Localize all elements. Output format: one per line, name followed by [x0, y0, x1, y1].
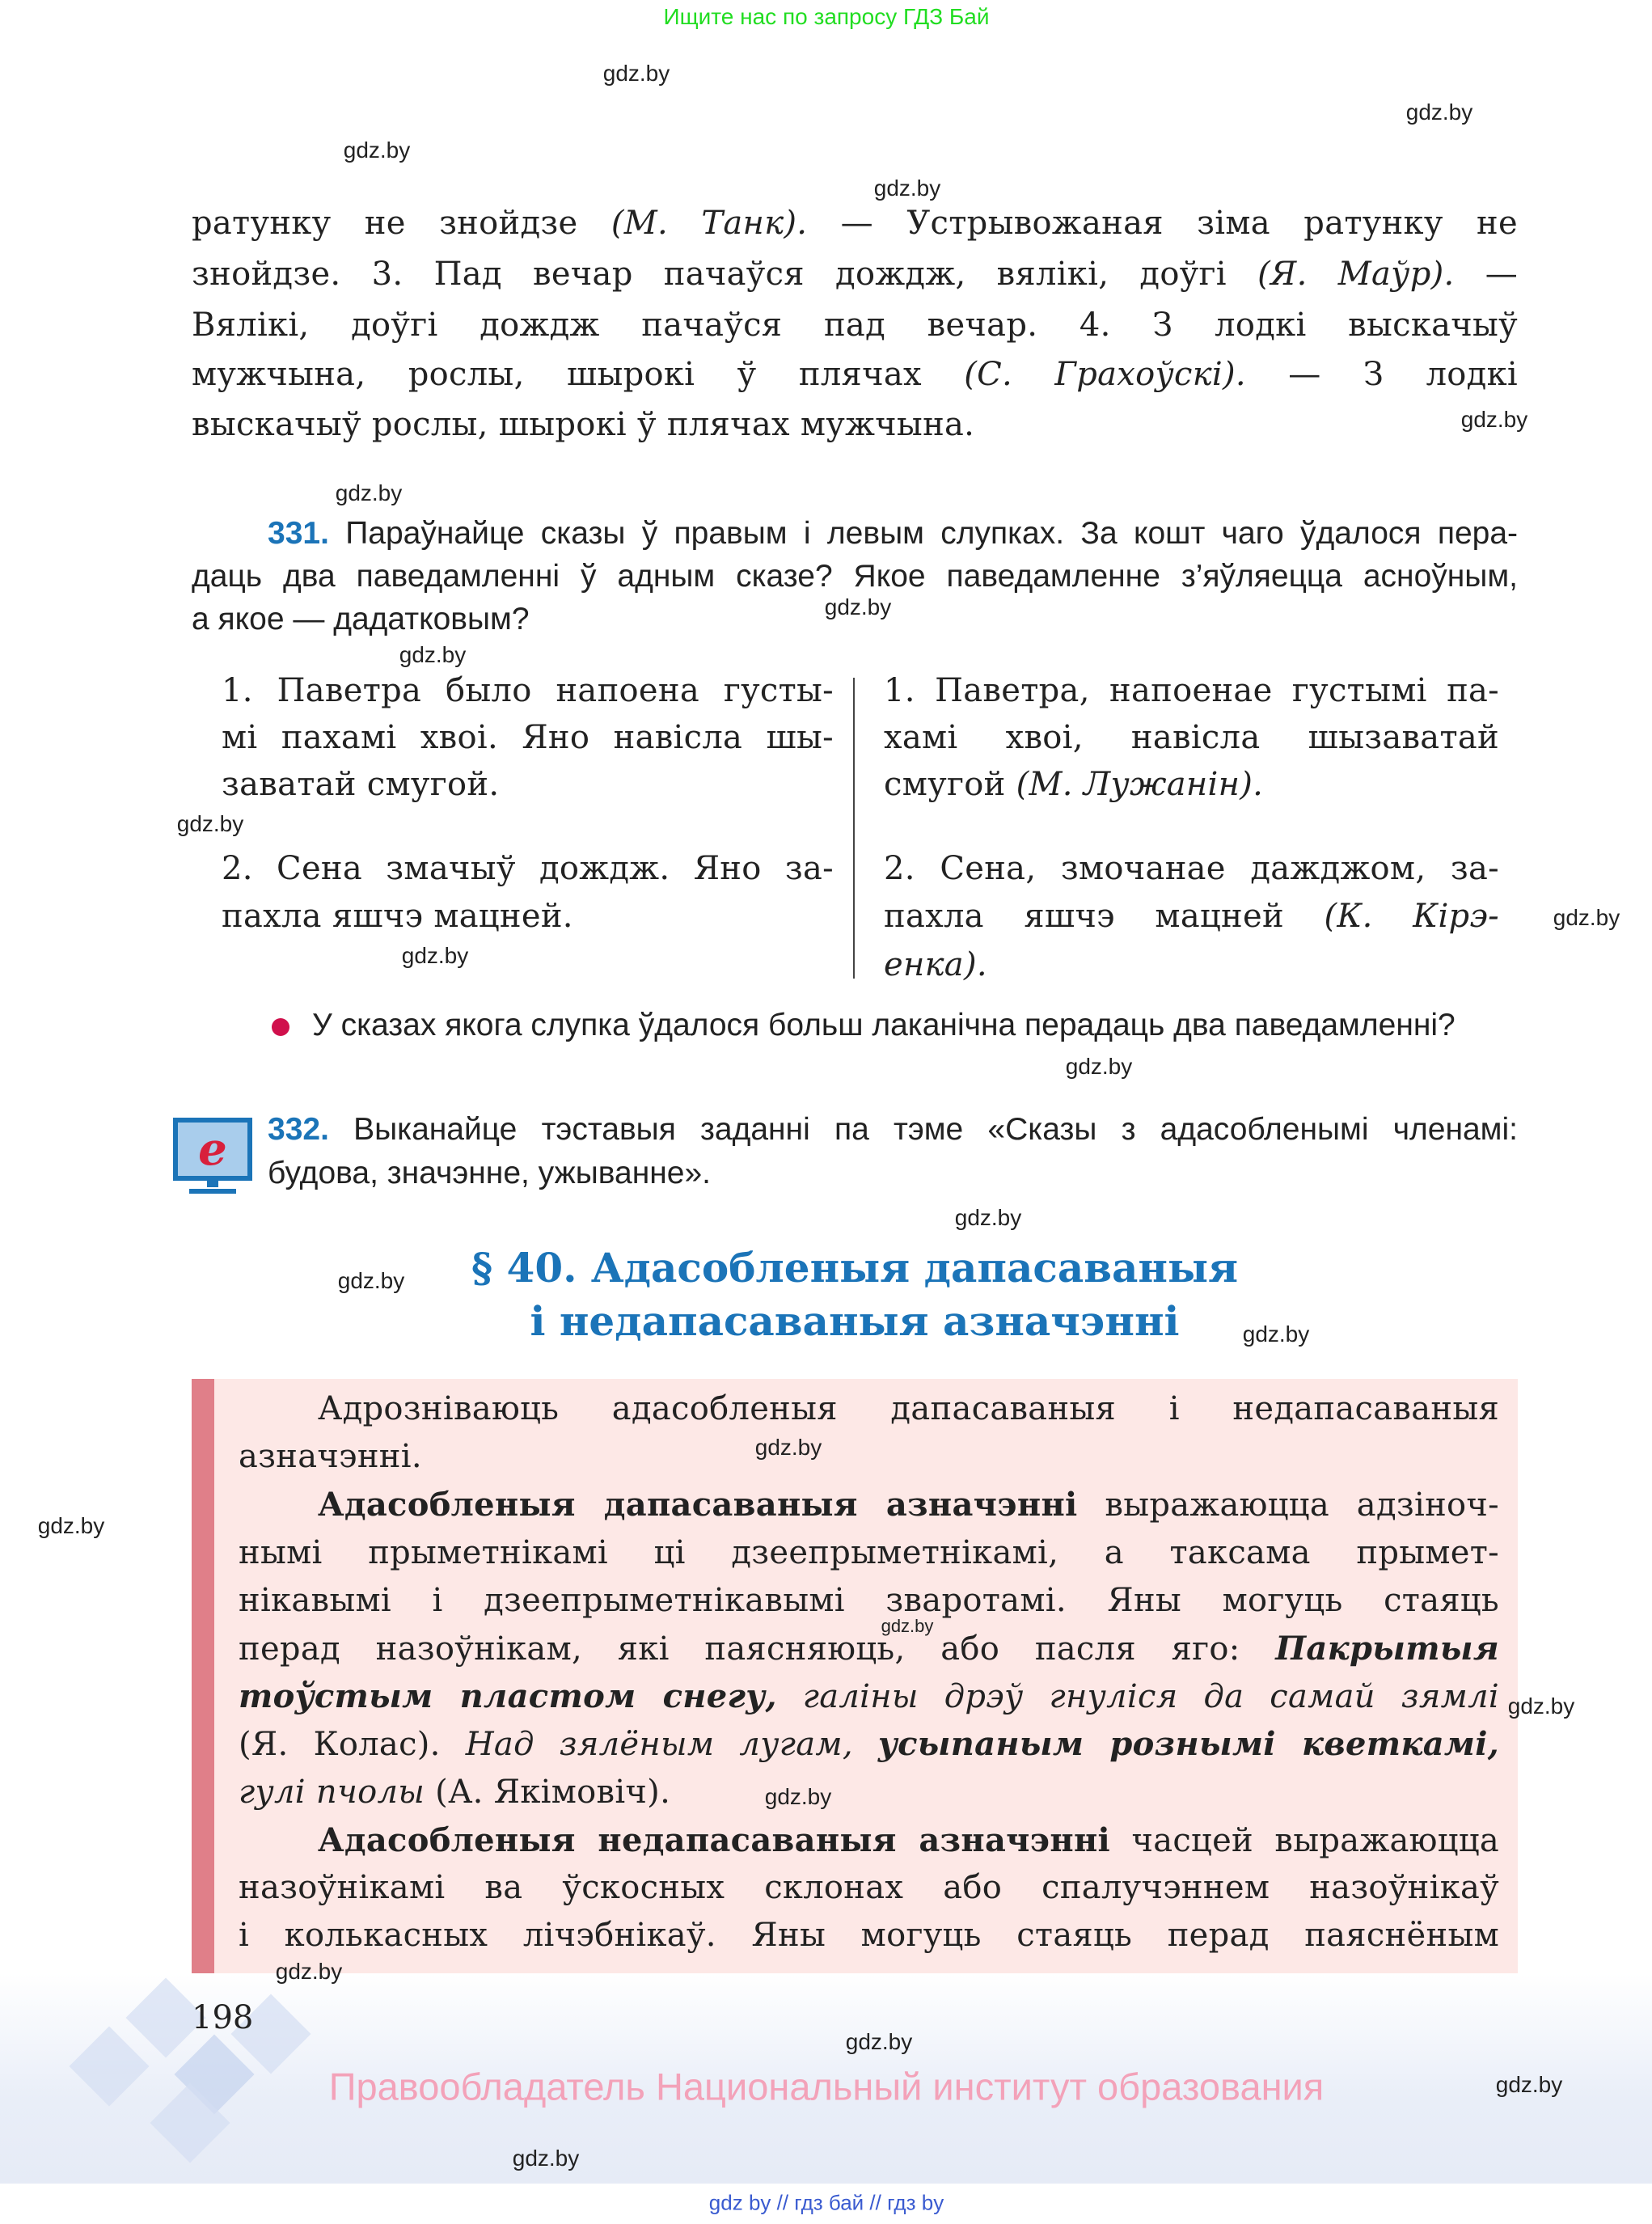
right-column-line: [884, 898, 1499, 935]
text-segment: Адрозніваюць адасобленыя дапасаваныя і недапасаваныя: [318, 1390, 1499, 1427]
watermark: gdz.by: [176, 811, 244, 836]
watermark: gdz.by: [881, 1616, 934, 1636]
text-segment: пахла яшчэ мацней: [884, 898, 1325, 935]
ex332-line: [268, 1112, 1518, 1148]
ex331-line: [268, 516, 1518, 552]
bullet-icon: [272, 1018, 289, 1036]
text-segment: азначэнні.: [239, 1438, 422, 1476]
e-learning-monitor-icon[interactable]: [173, 1118, 252, 1195]
right-column-line: [884, 719, 1499, 756]
watermark: gdz.by: [512, 2146, 580, 2171]
watermark: gdz.by: [1242, 1321, 1310, 1347]
text-segment: заватай смугой.: [222, 766, 500, 803]
copyright-notice: Правообладатель Национальный институт образования: [328, 2065, 1325, 2108]
text-segment: (А. Якімовіч).: [425, 1773, 671, 1811]
text-segment: Вялікі, доўгі дождж пачаўся пад вечар. 4. З лодкі выскачыў: [192, 307, 1518, 344]
text-segment: нікавымі і дзеепрыметнікавымі зваротамі. Яны могуць стаяць: [239, 1581, 1499, 1619]
watermark: gdz.by: [824, 594, 892, 619]
rule-line: [239, 1869, 1499, 1906]
diamond-decoration: [70, 2027, 150, 2107]
ex331-line: даць два паведамленні ў адным сказе? Якое паведамленне з’яўляецца асноўным,: [192, 559, 1518, 594]
watermark: gdz.by: [845, 2029, 913, 2054]
intro-line: [192, 356, 1518, 393]
section-title-line2: і недапасаваныя азначэнні: [530, 1297, 1180, 1345]
right-column-line: [884, 850, 1499, 887]
left-column-line: [222, 898, 834, 935]
text-segment: выражаюцца адзіноч-: [1077, 1486, 1499, 1524]
watermark: gdz.by: [1495, 2072, 1563, 2097]
text-segment: Над зялёным лугам,: [465, 1726, 878, 1764]
text-segment: Адасобленыя недапасаваныя азначэнні: [318, 1820, 1111, 1859]
text-segment: —: [1454, 256, 1518, 293]
section-title-line1: § 40. Адасобленыя дапасаваныя: [471, 1244, 1239, 1292]
left-column-line: [222, 850, 834, 887]
text-segment: Пакрытыя: [1275, 1630, 1499, 1668]
text-segment: (Я. Маўр).: [1257, 256, 1455, 293]
intro-line: [192, 406, 1518, 443]
column-divider: [853, 678, 855, 979]
text-segment: (С. Грахоўскі).: [964, 356, 1246, 393]
text-segment: (М. Лужанін).: [1016, 766, 1264, 803]
text-segment: ратунку не знойдзе: [192, 205, 611, 242]
rule-line: [239, 1725, 1499, 1763]
right-column-line: [884, 766, 1499, 803]
text-segment: (М. Танк).: [611, 205, 808, 242]
watermark: gdz.by: [335, 480, 403, 505]
watermark: gdz.by: [764, 1784, 832, 1809]
rule-line: [239, 1917, 1499, 1954]
site-links[interactable]: gdz by // гдз бай // гдз by: [708, 2190, 944, 2215]
watermark: gdz.by: [37, 1513, 105, 1538]
rule-line: [318, 1390, 1499, 1427]
ex332-number: 332.: [268, 1112, 329, 1147]
text-segment: назоўнікамі ва ўскосных склонах або спалучэннем назоўнікаў: [239, 1869, 1499, 1906]
text-segment: Адасобленыя дапасаваныя азначэнні: [318, 1486, 1078, 1524]
text-segment: нымі прыметнікамі ці дзеепрыметнікамі, а таксама прымет-: [239, 1533, 1499, 1571]
search-hint: Ищите нас по запросу ГДЗ Бай: [663, 4, 990, 29]
left-column-line: [222, 672, 834, 709]
left-column-line: [222, 766, 834, 803]
watermark: gdz.by: [399, 642, 467, 667]
watermark: gdz.by: [401, 943, 469, 968]
text-segment: мужчына, рослы, шырокі ў плячах: [192, 356, 965, 393]
text-segment: 1. Паветра было напоена густы-: [222, 672, 834, 709]
text-segment: мі пахамі хвоі. Яно навісла шы-: [222, 719, 834, 756]
ex332-text: Выканайце тэставыя заданні па тэме «Сказы з адасобленымі членамі:: [353, 1112, 1518, 1147]
text-segment: і колькасных лічэбнікаў. Яны могуць стаяць перад паяснёным: [239, 1917, 1499, 1955]
text-segment: пахла яшчэ мацней.: [222, 898, 573, 935]
watermark: gdz.by: [275, 1959, 343, 1984]
text-segment: галіны дрэў гнуліся да самай зямлі: [776, 1678, 1499, 1716]
text-segment: (К. Кірэ-: [1324, 898, 1499, 935]
watermark: gdz.by: [954, 1205, 1022, 1230]
watermark: gdz.by: [1460, 407, 1528, 432]
text-segment: гулі пчолы: [239, 1773, 425, 1811]
text-segment: перад назоўнікам, які паясняюць, або пасля яго:: [239, 1630, 1276, 1668]
left-column-line: [222, 719, 834, 756]
svg-text:e: e: [198, 1123, 227, 1176]
ex331-text: Параўнайце сказы ў правым і левым слупках. За кошт чаго ўдалося пера-: [345, 516, 1519, 551]
watermark: gdz.by: [1405, 99, 1473, 125]
ex331-question: У сказах якога слупка ўдалося больш лаканічна перадаць два паведамленні?: [312, 1008, 1456, 1042]
text-segment: выскачыў рослы, шырокі ў плячах мужчына.: [192, 406, 975, 443]
watermark: gdz.by: [343, 137, 411, 163]
text-segment: тоўстым пластом снегу,: [239, 1677, 777, 1716]
watermark: gdz.by: [873, 175, 941, 201]
watermark: gdz.by: [1507, 1693, 1575, 1719]
text-segment: енка).: [884, 946, 987, 983]
rule-line: [318, 1486, 1499, 1524]
rule-line: [239, 1774, 1499, 1811]
ex332-line: будова, значэнне, ужыванне».: [268, 1156, 711, 1190]
right-column-line: [884, 672, 1499, 709]
text-segment: 2. Сена, змочанае дажджом, за-: [884, 850, 1499, 887]
intro-line: [192, 256, 1518, 293]
rule-line: [239, 1582, 1499, 1619]
text-segment: — Устрывожаная зіма ратунку не: [807, 205, 1518, 242]
rule-line: [239, 1630, 1499, 1668]
text-segment: 1. Паветра, напоенае густымі па-: [884, 672, 1499, 709]
ex331-line: а якое — дадатковым?: [192, 602, 530, 636]
watermark: gdz.by: [337, 1268, 405, 1293]
watermark: gdz.by: [1065, 1054, 1133, 1079]
text-segment: знойдзе. 3. Пад вечар пачаўся дождж, вялікі, доўгі: [192, 256, 1258, 293]
text-segment: смугой: [884, 766, 1016, 803]
watermark: gdz.by: [754, 1435, 822, 1460]
text-segment: — З лодкі: [1245, 356, 1519, 393]
rule-line: [239, 1677, 1499, 1715]
rule-box-bar: [192, 1379, 214, 1974]
text-segment: хамі хвоі, навісла шызаватай: [884, 719, 1499, 756]
intro-line: [192, 307, 1518, 344]
right-column-line: [884, 946, 1499, 983]
rule-line: [318, 1821, 1499, 1859]
ex331-number: 331.: [268, 516, 329, 551]
rule-line: [239, 1534, 1499, 1571]
text-segment: (Я. Колас).: [239, 1726, 466, 1764]
text-segment: часцей выражаюцца: [1110, 1821, 1500, 1859]
text-segment: 2. Сена змачыў дождж. Яно за-: [222, 850, 834, 887]
text-segment: усыпаным рознымі кветкамі,: [877, 1725, 1499, 1764]
page-number: 198: [192, 1999, 254, 2036]
rule-line: [239, 1438, 1499, 1475]
watermark: gdz.by: [602, 61, 670, 86]
watermark: gdz.by: [1553, 905, 1620, 930]
intro-line: [192, 205, 1518, 242]
